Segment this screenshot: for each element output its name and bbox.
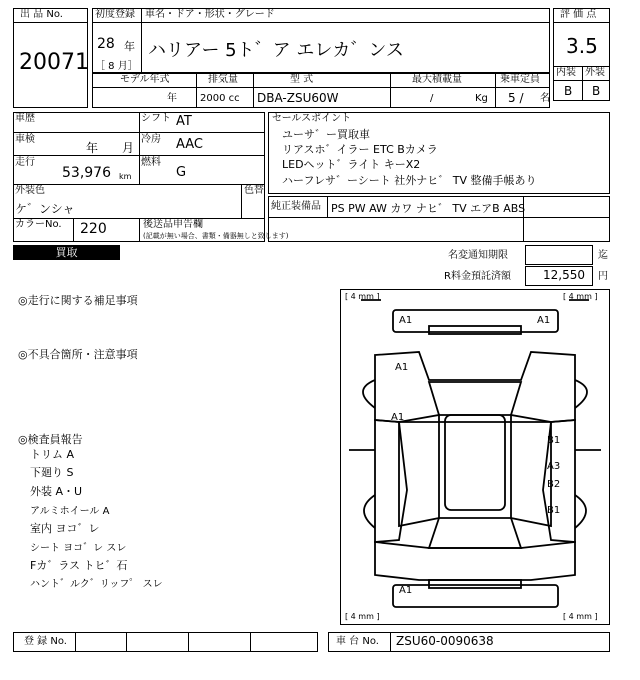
equipment-extra-box (268, 218, 610, 242)
inspector-report-line: 下廻り S (30, 466, 74, 479)
capacity: 5 / (508, 91, 524, 105)
after-delivery-label: 後送品申告欄 (143, 219, 203, 230)
inspector-report-line: Fカ゛ラス トヒ゛石 (30, 559, 128, 572)
name-change-deadline-box (525, 245, 593, 265)
max-load-slash: / (430, 93, 434, 104)
tyre-front-left: [ 4 mm ] (345, 292, 380, 301)
driving-remarks-title: ◎走行に関する補足事項 (18, 294, 138, 307)
shift: AT (176, 114, 192, 129)
score-label: 評 価 点 (560, 9, 597, 20)
damage-mark: A1 (391, 412, 405, 423)
recycle-fee: 12,550 (543, 268, 585, 282)
damage-mark: B1 (547, 505, 561, 516)
displacement-label: 排気量 (208, 74, 238, 85)
fuel: G (176, 165, 187, 180)
color-change-label: 色替 (244, 185, 264, 196)
inspector-report-line: 室内 ヨコ゛レ (30, 522, 100, 535)
ac-label: 冷房 (141, 134, 161, 145)
inspector-report-line: 外装 A・U (30, 485, 83, 498)
color-no: 220 (80, 221, 107, 237)
name-change-deadline-unit: 迄 (598, 250, 608, 261)
lot-number-label: 出 品 No. (20, 9, 63, 20)
mileage-label: 走行 (15, 157, 35, 168)
inspection-month-unit: 月 (122, 141, 135, 155)
exterior-label: 外装 (585, 67, 605, 78)
fuel-label: 燃料 (141, 157, 161, 168)
lot-number: 20071 (19, 50, 89, 75)
equipment-label: 純正装備品 (271, 201, 321, 212)
model-code-label: 型 式 (290, 74, 314, 85)
car-name: ハリアー 5ト゛ア エレカ゛ンス (148, 40, 404, 61)
year-unit: 年 (124, 40, 135, 53)
damage-mark: B1 (547, 435, 561, 446)
name-change-deadline-label: 名変通知期限 (448, 250, 508, 261)
recycle-fee-unit: 円 (598, 271, 608, 282)
sales-point-line: ユーサ゛ー買取車 (282, 128, 370, 141)
mileage-unit: km (119, 172, 132, 181)
inspector-report-line: トリム A (30, 448, 75, 461)
shift-label: シフト (141, 113, 171, 124)
sales-point-line: リアスホ゛イラー ETC Bカメラ (282, 143, 438, 156)
defect-remarks-title: ◎不具合箇所・注意事項 (18, 348, 138, 361)
history-label: 車歴 (15, 113, 35, 124)
inspector-report-line: ハント゛ルク゛リッフ゜ スレ (30, 579, 163, 590)
first-registration-year: 28 (97, 36, 115, 52)
tyre-front-right: [ 4 mm ] (563, 292, 598, 301)
damage-mark: A1 (399, 315, 413, 326)
inspector-report-line: シート ヨコ゛レ スレ (30, 543, 127, 554)
color: ケ゛ンシャ (15, 202, 75, 216)
inspector-report-title: ◎検査員報告 (18, 433, 83, 446)
tyre-rear-left: [ 4 mm ] (345, 612, 380, 621)
inspector-report-line: アルミホイール A (30, 506, 110, 517)
car-outline-svg (341, 290, 609, 624)
damage-mark: A1 (537, 315, 551, 326)
sales-points-title: セールスポイント (272, 113, 352, 124)
damage-mark: A3 (547, 461, 561, 472)
ac: AAC (176, 137, 203, 152)
max-load-label: 最大積載量 (412, 74, 462, 85)
inspection-label: 車検 (15, 134, 35, 145)
displacement: 2000 cc (200, 93, 240, 104)
model-year-label: モデル年式 (120, 74, 170, 85)
after-delivery-note: (記載が無い場合、書類・備器無しと致します) (143, 232, 289, 240)
capacity-label: 乗車定員 (500, 74, 540, 85)
purchase-badge: 買取 (13, 245, 120, 260)
chassis-number: ZSU60-0090638 (396, 634, 494, 648)
mileage: 53,976 (62, 165, 111, 181)
score: 3.5 (566, 34, 598, 58)
tyre-rear-right: [ 4 mm ] (563, 612, 598, 621)
max-load-unit: Kg (475, 93, 488, 104)
car-name-label: 車名・ドア・形状・グレード (145, 9, 275, 20)
interior-grade: B (564, 84, 573, 98)
interior-label: 内装 (556, 67, 576, 78)
capacity-unit: 名 (540, 93, 550, 104)
damage-diagram (340, 289, 610, 625)
inspection-year-unit: 年 (86, 141, 99, 155)
exterior-grade: B (592, 84, 601, 98)
damage-mark: A1 (399, 585, 413, 596)
registration-number-label: 登 録 No. (24, 636, 67, 647)
color-no-label: カラーNo. (15, 219, 62, 230)
sales-point-line: LEDヘット゛ライト キーX2 (282, 158, 421, 171)
sales-point-line: ハーフレサ゛ーシート 社外ナヒ゛ TV 整備手帳あり (282, 174, 537, 187)
equipment: PS PW AW カワ ナヒ゛ TV エアB ABS (331, 202, 526, 215)
model-year-unit: 年 (167, 93, 177, 104)
model-code: DBA-ZSU60W (257, 91, 339, 105)
chassis-number-label: 車 台 No. (336, 636, 379, 647)
first-registration-label: 初度登録 (95, 9, 135, 20)
color-label: 外装色 (15, 185, 45, 196)
damage-mark: B2 (547, 479, 561, 490)
first-registration-month: ［ 8 月］ (95, 61, 138, 72)
damage-mark: A1 (395, 362, 409, 373)
recycle-fee-label: R料金預託済額 (444, 271, 511, 282)
